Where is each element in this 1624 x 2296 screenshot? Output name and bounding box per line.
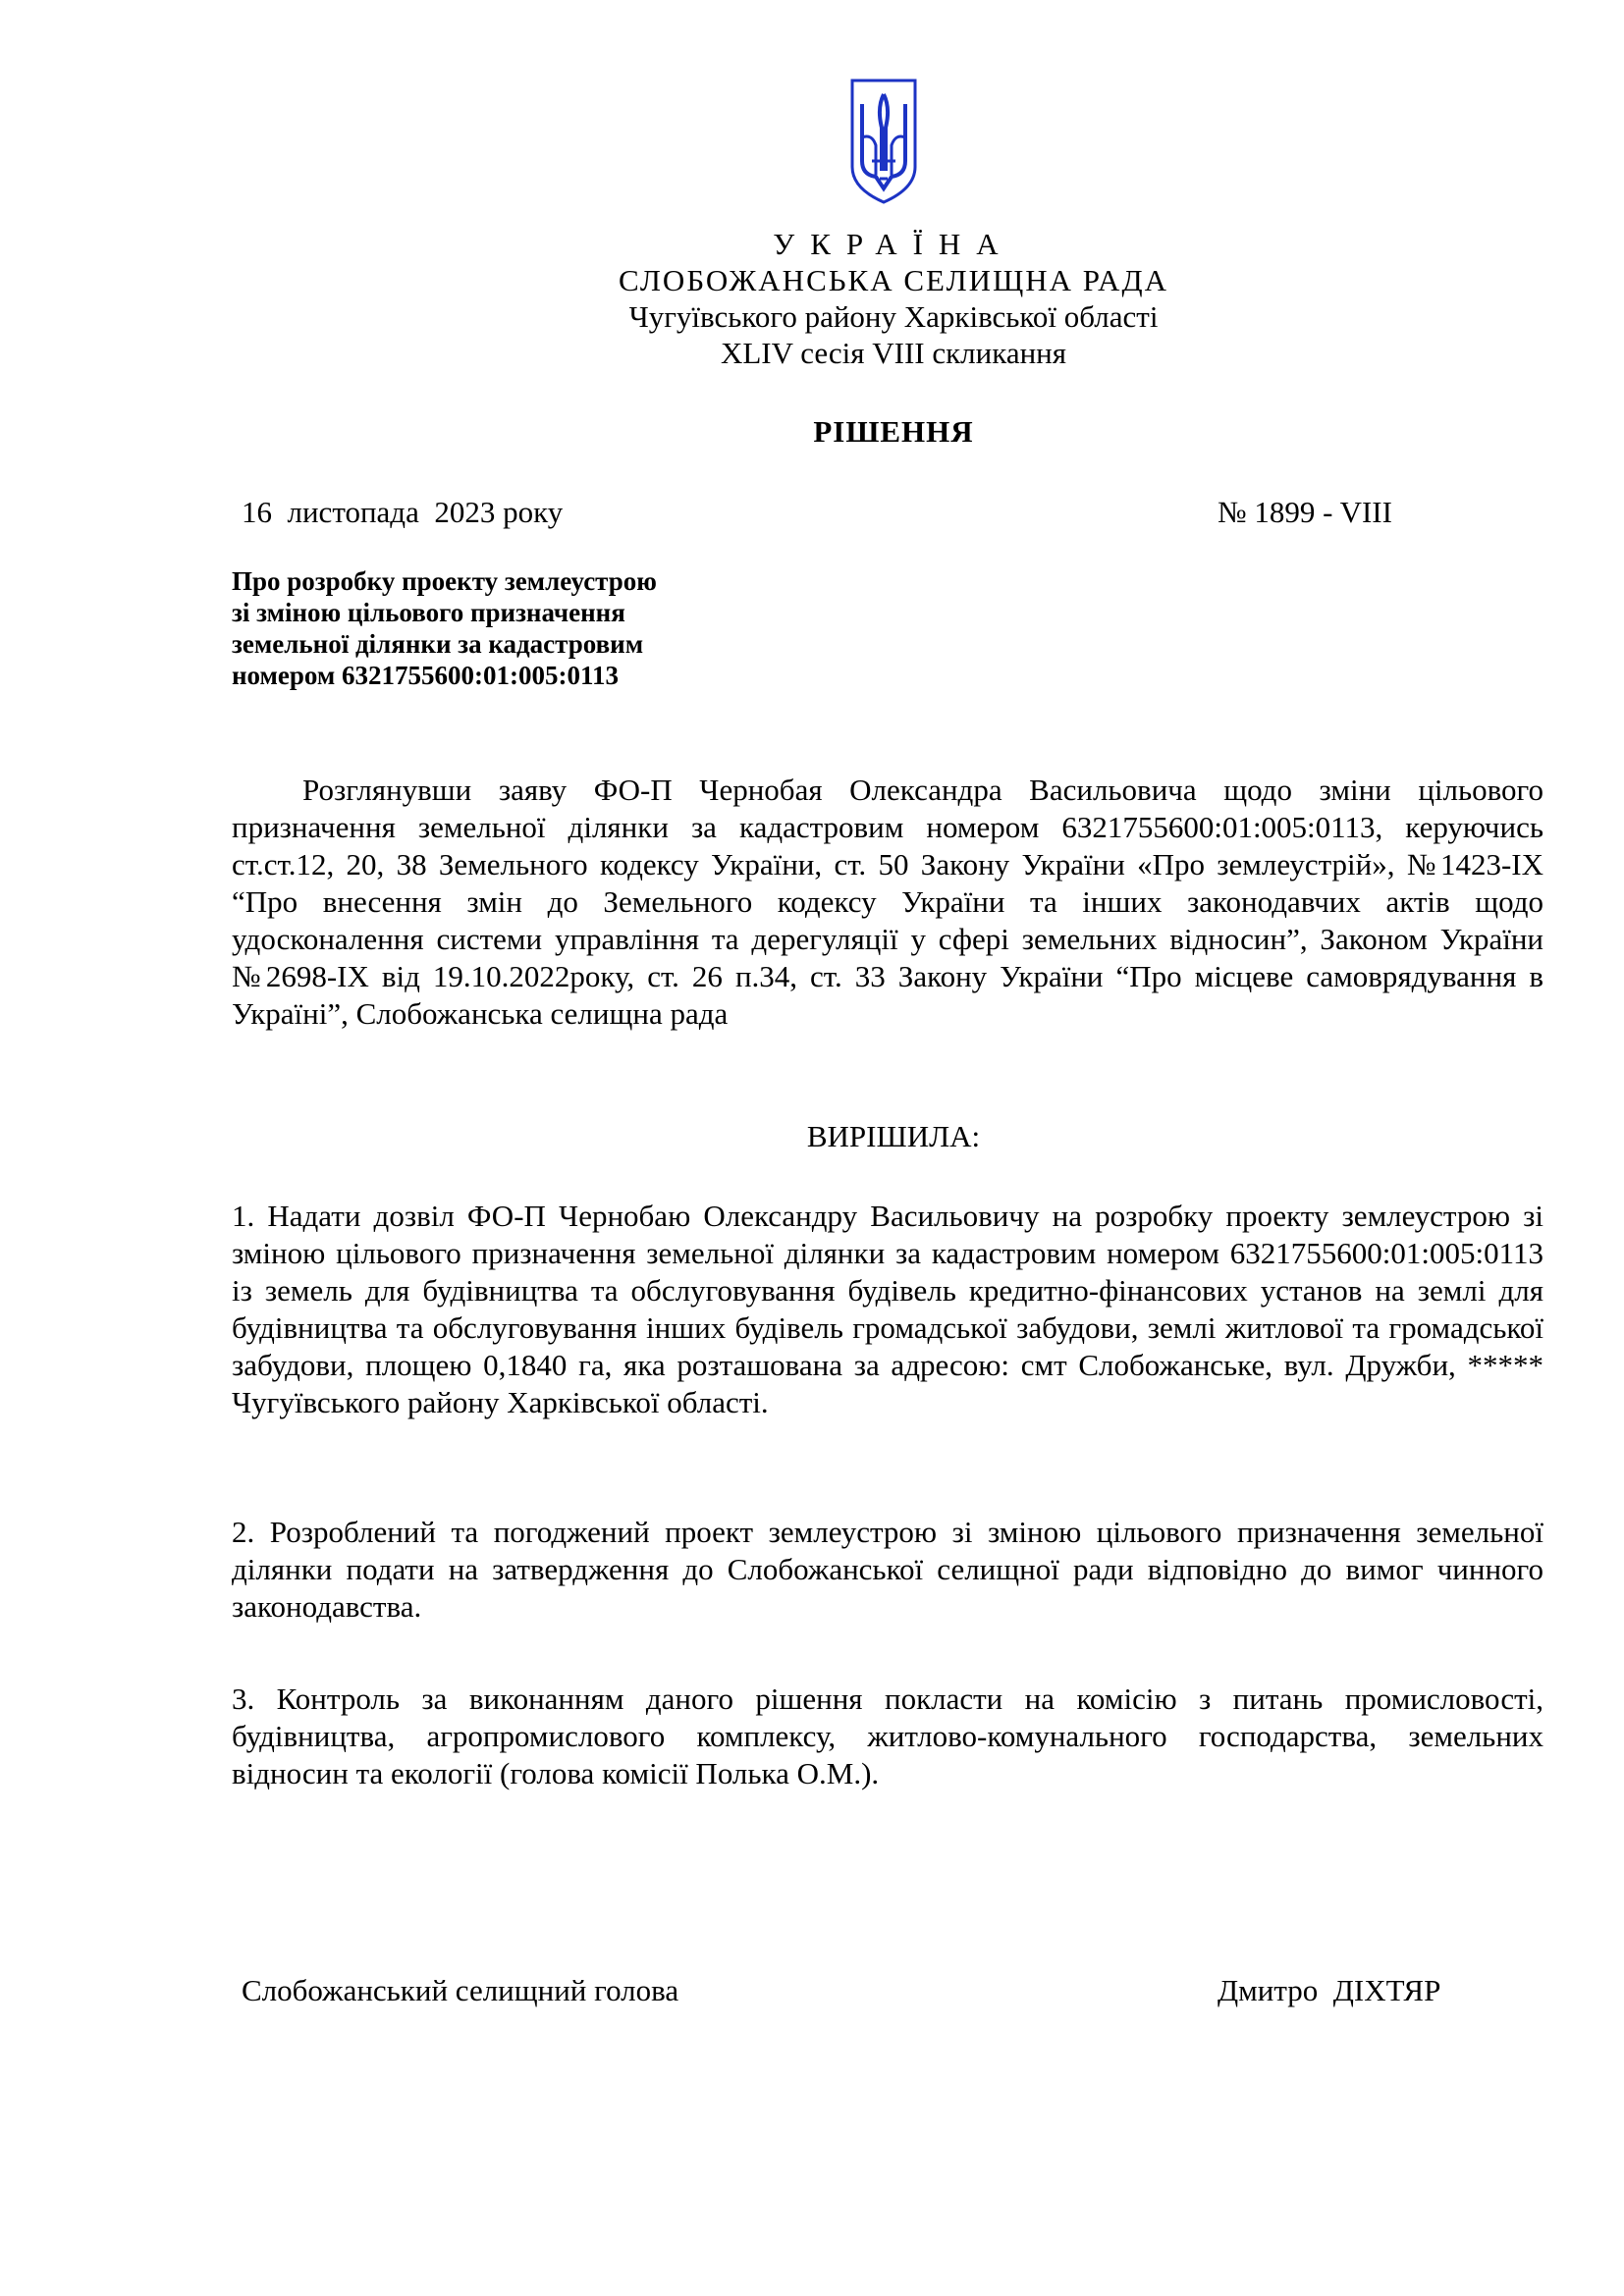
subject-line: Про розробку проекту землеустрою xyxy=(232,566,657,596)
resolved-heading: ВИРІШИЛА: xyxy=(806,1119,981,1153)
session-name: XLIV сесія VIII скликання xyxy=(720,336,1067,370)
decision-date: 16 листопада 2023 року xyxy=(242,495,564,529)
country-name: УКРАЇНА xyxy=(773,227,1014,261)
subject-line: земельної ділянки за кадастровим xyxy=(232,629,644,659)
trident-emblem-icon xyxy=(846,77,921,206)
preamble-paragraph: Розглянувши заяву ФО-П Чернобая Олександра Васильовича щодо зміни цільового призначення земельної ділянки за кадастровим номером 6321755600:01:005:0113, керуючись ст.ст.12, 20, 38 Земельного кодексу України, ст. 50 Закону України «Про землеустрій», №1423-ІХ “Про внесення змін до Земельного кодексу України та інших законодавчих актів щодо удосконалення системи управління та дерегуляції у сфері земельних відносин”, Законом України №2698-ІХ від 19.10.2022року, ст. 26 п.34, ст. 33 Закону України “Про місцеве самоврядування в Україні”, Слобожанська селищна рада xyxy=(232,773,1543,1031)
document-title: РІШЕННЯ xyxy=(813,414,974,449)
decision-point-2: 2. Розроблений та погоджений проект землеустрою зі зміною цільового призначення земельної ділянки подати на затвердження до Слобожанської селищної ради відповідно до вимог чинного законодавства. xyxy=(232,1515,1543,1624)
district-name: Чугуївського району Харківської області xyxy=(628,299,1159,334)
signatory-role: Слобожанський селищний голова xyxy=(242,1973,679,2007)
subject-line: номером 6321755600:01:005:0113 xyxy=(232,661,620,690)
subject-line: зі зміною цільового призначення xyxy=(232,598,625,627)
council-name: СЛОБОЖАНСЬКА СЕЛИЩНА РАДА xyxy=(619,263,1168,297)
decision-number: № 1899 - VIII xyxy=(1218,495,1392,529)
decision-point-1: 1. Надати дозвіл ФО-П Чернобаю Олександру Васильовичу на розробку проекту землеустрою зі зміною цільового призначення земельної ділянки за кадастровим номером 6321755600:01:005:0113 із земель для будівництва та обслуговування будівель кредитно-фінансових установ на землі для будівництва та обслуговування інших будівель громадської забудови, землі житлової та громадської забудови, площею 0,1840 га, яка розташована за адресою: смт Слобожанське, вул. Дружби, ***** Чугуївського району Харківської області. xyxy=(232,1199,1543,1419)
decision-subject xyxy=(232,565,782,691)
decision-point-3: 3. Контроль за виконанням даного рішення покласти на комісію з питань промисловості, будівництва, агропромислового комплексу, житлово-комунального господарства, земельних відносин та екології (голова комісії Полька О.М.). xyxy=(232,1682,1543,1790)
document-header xyxy=(0,226,1624,371)
signatory-name: Дмитро ДІХТЯР xyxy=(1218,1973,1441,2007)
